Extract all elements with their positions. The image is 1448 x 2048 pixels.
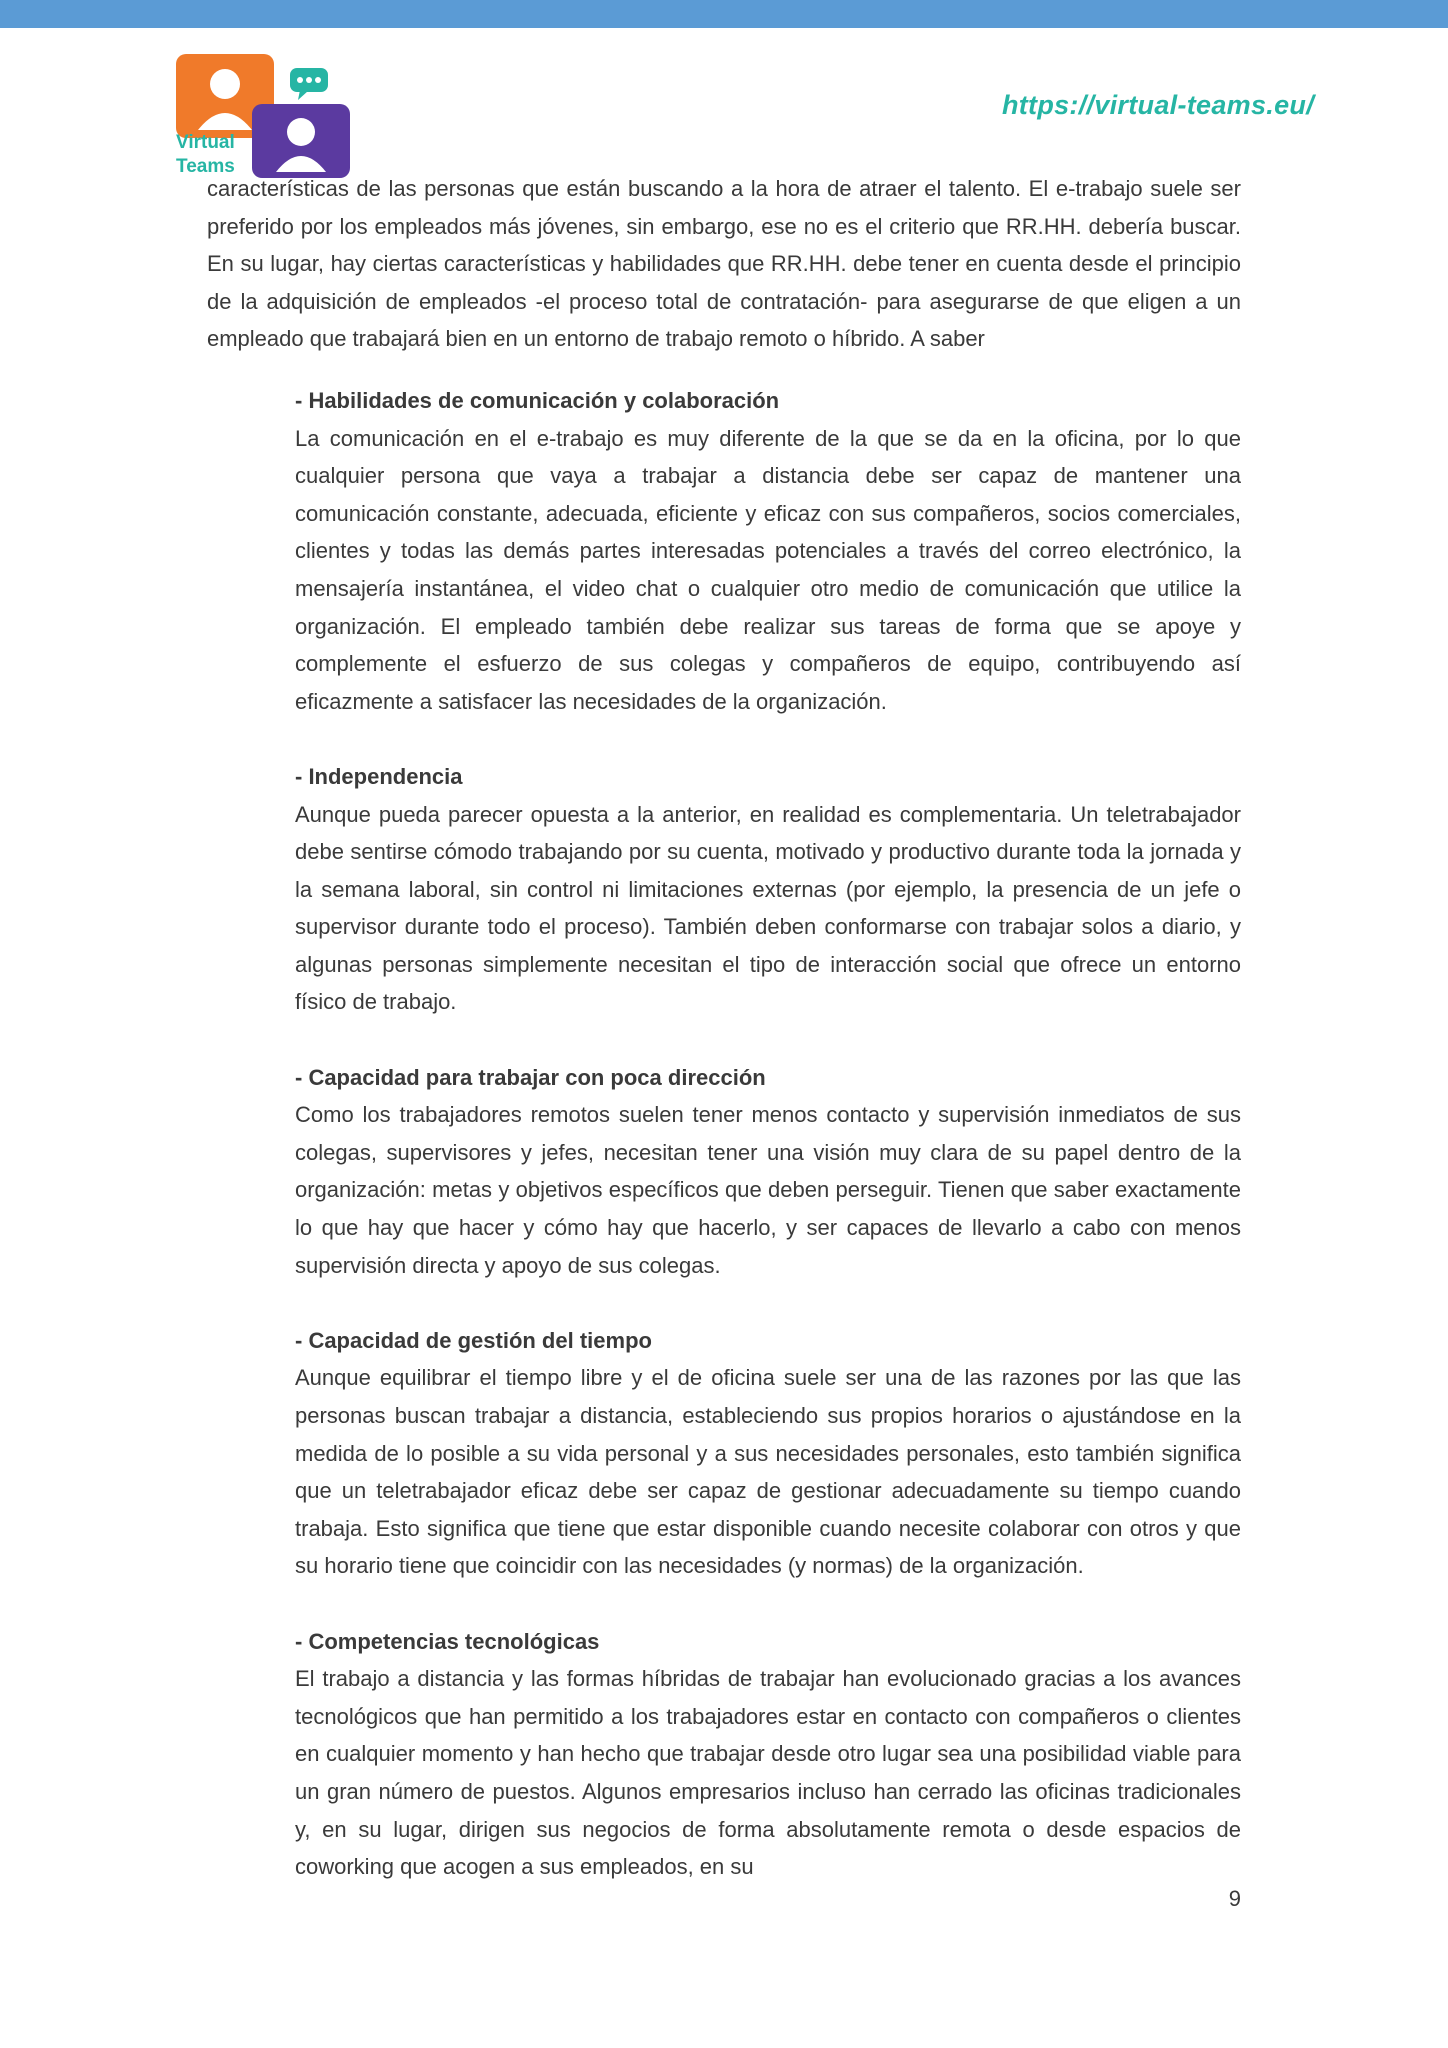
section-independence	[295, 758, 1241, 1021]
header-url-link[interactable]: https://virtual-teams.eu/	[1001, 90, 1314, 120]
section-little-direction	[295, 1059, 1241, 1285]
document-body	[207, 170, 1241, 1886]
logo-chat-dot	[306, 77, 312, 83]
section-text: Como los trabajadores remotos suelen tener menos contacto y supervisión inmediatos de sus colegas, supervisores y jefes, necesitan tener una visión muy clara de su papel dentro de la organización: metas y objetivos específicos que deben perseguir. Tienen que saber exactamente lo que hay que hacer y cómo hay que hacerlo, y ser capaces de llevarlo a cabo con menos supervisión directa y apoyo de sus colegas.	[295, 1102, 1241, 1278]
section-title: - Independencia	[295, 763, 463, 789]
section-communication	[295, 382, 1241, 720]
intro-paragraph: características de las personas que están buscando a la hora de atraer el talento. El e-trabajo suele ser preferido por los empleados más jóvenes, sin embargo, ese no es el criterio que RR.HH. debería buscar. En su lugar, hay ciertas características y habilidades que RR.HH. debe tener en cuenta desde el principio de la adquisición de empleados -el proceso total de contratación- para asegurarse de que eligen a un empleado que trabajará bien en un entorno de trabajo remoto o híbrido. A saber	[207, 176, 1241, 352]
section-text: La comunicación en el e-trabajo es muy diferente de la que se da en la oficina, por lo que cualquier persona que vaya a trabajar a distancia debe ser capaz de mantener una comunicación constante, adecuada, eficiente y eficaz con sus compañeros, socios comerciales, clientes y todas las demás partes interesadas potenciales a través del correo electrónico, la mensajería instantánea, el video chat o cualquier otro medio de comunicación que utilice la organización. El empleado también debe realizar sus tareas de forma que se apoye y complemente el esfuerzo de sus colegas y compañeros de equipo, contribuyendo así eficazmente a satisfacer las necesidades de la organización.	[295, 425, 1241, 714]
top-bar	[0, 0, 1448, 28]
section-text: Aunque equilibrar el tiempo libre y el de oficina suele ser una de las razones por las que las personas buscan trabajar a distancia, estableciendo sus propios horarios o ajustándose en la medida de lo posible a su vida personal y a sus necesidades personales, esto también significa que un teletrabajador eficaz debe ser capaz de gestionar adecuadamente su tiempo cuando trabaja. Esto significa que tiene que estar disponible cuando necesite colaborar con otros y que su horario tiene que coincidir con las necesidades (y normas) de la organización.	[295, 1365, 1241, 1579]
logo-text-teams: Teams	[176, 156, 235, 177]
section-time-management	[295, 1322, 1241, 1585]
section-title: - Habilidades de comunicación y colaboración	[295, 387, 780, 413]
logo-orange-person-head	[210, 69, 240, 99]
section-title: - Capacidad de gestión del tiempo	[295, 1327, 652, 1353]
page-number: 9	[1228, 1886, 1241, 1911]
section-tech-skills	[295, 1623, 1241, 1886]
section-title: - Capacidad para trabajar con poca dirección	[295, 1064, 766, 1090]
logo-chat-dot	[297, 77, 303, 83]
section-text: Aunque pueda parecer opuesta a la anterior, en realidad es complementaria. Un teletrabajador debe sentirse cómodo trabajando por su cuenta, motivado y productivo durante toda la jornada y la semana laboral, sin control ni limitaciones externas (por ejemplo, la presencia de un jefe o supervisor durante todo el proceso). También deben conformarse con trabajar solos a diario, y algunas personas simplemente necesitan el tipo de interacción social que ofrece un entorno físico de trabajo.	[295, 801, 1241, 1015]
section-text: El trabajo a distancia y las formas híbridas de trabajar han evolucionado gracias a los avances tecnológicos que han permitido a los trabajadores estar en contacto con compañeros o clientes en cualquier momento y han hecho que trabajar desde otro lugar sea una posibilidad viable para un gran número de puestos. Algunos empresarios incluso han cerrado las oficinas tradicionales y, en su lugar, dirigen sus negocios de forma absolutamente remota o desde espacios de coworking que acogen a sus empleados, en su	[295, 1666, 1241, 1880]
logo-graphic	[176, 52, 356, 180]
logo-chat-dot	[315, 77, 321, 83]
logo-text-virtual: Virtual	[176, 132, 235, 153]
logo-purple-person-head	[287, 118, 315, 146]
section-title: - Competencias tecnológicas	[295, 1628, 600, 1654]
virtual-teams-logo	[176, 52, 356, 180]
